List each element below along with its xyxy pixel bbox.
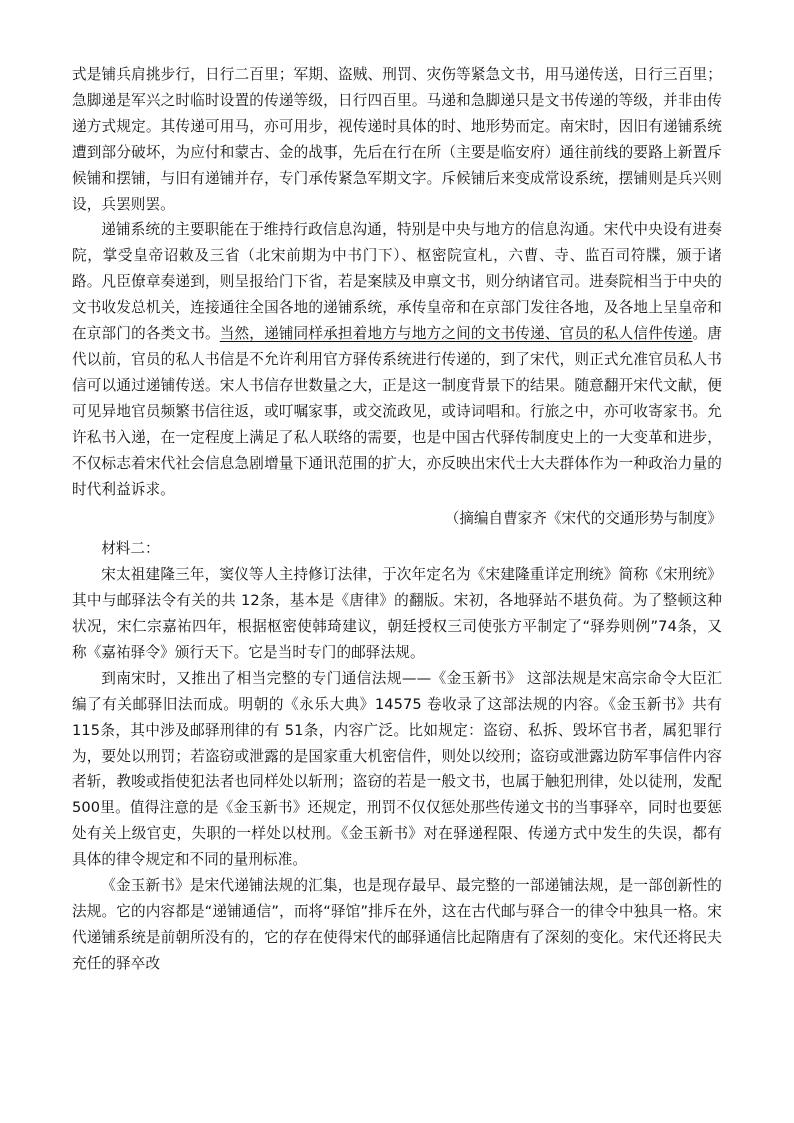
material-two-label: 材料二： [101, 540, 160, 558]
paragraph-relay-functions [72, 217, 722, 502]
underlined-sentence: 当然，递铺同样承担着地方与地方之间的文书传递、官员的私人信件传递 [219, 325, 693, 343]
document-page [72, 62, 722, 977]
paragraph-song-xingtong: 宋太祖建隆三年，窦仪等人主持修订法律，于次年定名为《宋建隆重详定刑统》简称《宋刑统》 其中与邮驿法令有关的共 12条，基本是《唐律》的翻版。宋初，各地驿站不堪负荷。为了整顿这种状况，宋仁宗嘉祐四年，根据枢密使韩琦建议，朝廷授权三司使张方平制定了“驿券则例”74条，又称《嘉祐驿令》颁行天下。它是当时专门的邮驿法规。 [72, 566, 722, 661]
relay-functions-text-a: 递铺系统的主要职能在于维持行政信息沟通，特别是中央与地方的信息沟通。宋代中央设有进奏院，掌受皇帝诏敕及三省（北宋前期为中书门下）、枢密院宣札，六曹、寺、监百司符牒，颁于诸路。凡臣僚章奏递到，则呈报给门下省，若是案牍及申禀文书，则分纳诸官司。进奏院相当于中央的文书收发总机关，连接通往全国各地的递铺系统，承传皇帝和在京部门发往各地，及各地上呈皇帝和在京部门的各类文书。 [72, 221, 722, 343]
paragraph-jinyu-xinshu-summary: 《金玉新书》是宋代递铺法规的汇集，也是现存最早、最完整的一部递铺法规，是一部创新性的法规。它的内容都是“递铺通信”，而将“驿馆”排斥在外，这在古代邮与驿合一的律令中独具一格。宋代递铺系统是前朝所没有的，它的存在使得宋代的邮驿通信比起隋唐有了深刻的变化。宋代还将民夫充任的驿卒改 [72, 877, 722, 972]
paragraph-jinyu-xinshu: 到南宋时，又推出了相当完整的专门通信法规——《金玉新书》 这部法规是宋高宗命令大臣汇编了有关邮驿旧法而成。明朝的《永乐大典》14575 卷收录了这部法规的内容。《金玉新书》共有 115条，其中涉及邮驿刑律的有 51条，内容广泛。比如规定：盗窃、私拆、毁坏官书者，属犯罪行为，要处以刑罚；若盗窃或泄露的是国家重大机密信件，则处以绞刑；盗窃或泄露边防军事信件内容者斩，教唆或指使犯法者也同样处以斩刑；盗窃的若是一般文书，也属于触犯刑律，处以徒刑，发配 500里。值得注意的是《金玉新书》还规定，刑罚不仅仅惩处那些传递文书的当事驿卒，同时也要惩处有关上级官吏，失职的一样处以杖刑。《金玉新书》对在驿递程限、传递方式中发生的失误，都有具体的律令规定和不同的量刑标准。 [72, 669, 722, 869]
source-citation: （摘编自曹家齐《宋代的交通形势与制度》 [444, 510, 722, 528]
paragraph-relay-levels: 式是铺兵肩挑步行，日行二百里；军期、盗贼、刑罚、灾伤等紧急文书，用马递传送，日行三百里；急脚递是军兴之时临时设置的传递等级，日行四百里。马递和急脚递只是文书传递的等级，并非由传递方式规定。其传递可用马，亦可用步，视传递时具体的时、地形势而定。南宋时，因旧有递铺系统遭到部分破坏，为应付和蒙古、金的战事，先后在行在所（主要是临安府）通往前线的要路上新置斥候铺和摆铺，与旧有递铺并存，专门承传紧急军期文字。斥候铺后来变成常设系统，摆铺则是兵兴则设，兵罢则罢。 [72, 66, 722, 213]
relay-functions-text-b: 。唐代以前，官员的私人书信是不允许利用官方驿传系统进行传递的，到了宋代，则正式允准官员私人书信可以通过递铺传送。宋人书信存世数量之大，正是这一制度背景下的结果。随意翻开宋代文献，便可见异地官员频繁书信往返，或叮嘱家事，或交流政见，或诗词唱和。行旅之中，亦可收寄家书。允许私书入递，在一定程度上满足了私人联络的需要，也是中国古代驿传制度史上的一大变革和进步，不仅标志着宋代社会信息急剧增量下通讯范围的扩大，亦反映出宋代士大夫群体作为一种政治力量的时代利益诉求。 [72, 325, 722, 498]
